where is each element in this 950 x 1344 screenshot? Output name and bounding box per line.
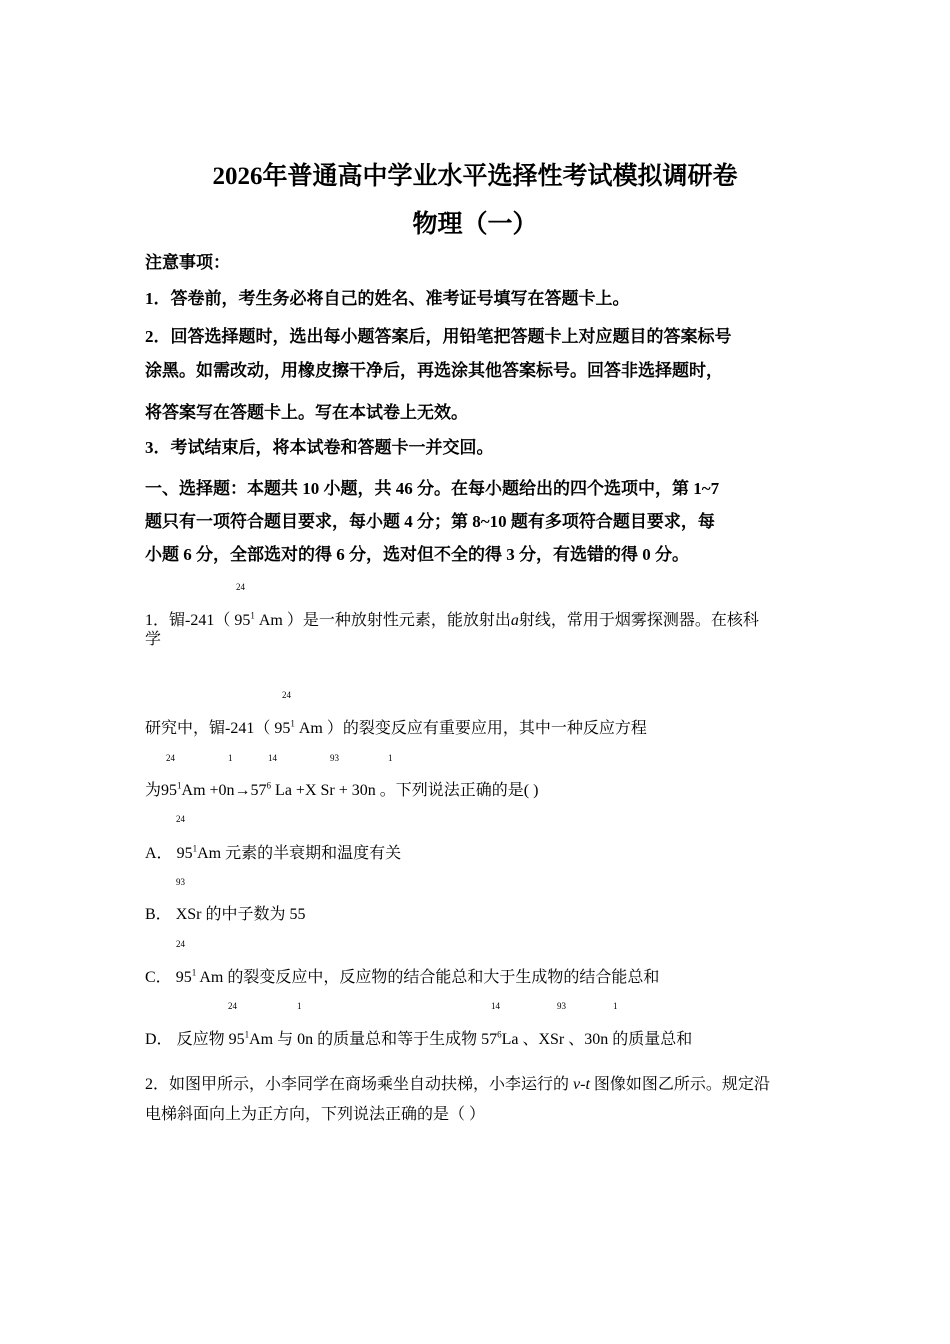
am-mass-number-2: 24 <box>282 690 291 700</box>
am-sup-small-2: 1 <box>290 718 295 729</box>
optC-am-z: 95 <box>175 969 192 986</box>
note-item-2-line-3: 将答案写在答题卡上。写在本试卷上无效。 <box>145 403 468 422</box>
exam-title: 2026年普通高中学业水平选择性考试模拟调研卷 <box>212 163 738 190</box>
eq-plus-3n: + 30n <box>338 782 376 799</box>
optB-sr-mass: 93 <box>176 877 185 887</box>
am-sup-small: 1 <box>250 610 255 621</box>
optD-am-sup: 1 <box>244 1029 250 1040</box>
q1-line-1-pre: 1．镅-241（ <box>145 612 231 629</box>
q2-line-1-post: 图像如图乙所示。规定沿 <box>593 1076 770 1093</box>
option-d-label: D． <box>145 1031 173 1048</box>
am-atomic-number-2: 95 <box>274 720 291 737</box>
eq-sr-symbol: Sr <box>320 782 335 799</box>
option-a <box>145 840 401 863</box>
eq-am-z: 95 <box>161 782 178 799</box>
q1-line-1-wrap: 学 <box>145 631 162 648</box>
eq-tail: 。下列说法正确的是( ) <box>379 782 539 799</box>
option-b-text: XSr 的中子数为 55 <box>175 906 306 923</box>
optA-am-sup: 1 <box>192 843 198 854</box>
note-item-2-line-2: 涂黑。如需改动，用橡皮擦干净后，再选涂其他答案标号。回答非选择题时， <box>145 361 723 380</box>
q2-line-2: 电梯斜面向上为正方向，下列说法正确的是（ ） <box>145 1106 486 1123</box>
option-b-label: B． <box>145 906 172 923</box>
q2-line-1 <box>145 1071 770 1094</box>
q1-line-2-pre: 研究中，镅-241（ <box>145 720 271 737</box>
am-mass-number: 24 <box>236 582 245 592</box>
option-d-mid2: La 、XSr 、30n 的质量总和 <box>501 1031 693 1048</box>
am-symbol: Am <box>258 612 283 629</box>
eq-prefix: 为 <box>145 782 162 799</box>
eq-sr-mass: 93 <box>330 753 339 763</box>
option-d-mid1: Am 与 0n 的质量总和等于生成物 57 <box>249 1031 498 1048</box>
q1-line-1-mid: ）是一种放射性元素，能放射出 <box>286 612 511 629</box>
vt-symbol: v-t <box>573 1076 590 1093</box>
note-item-3: 3．考试结束后，将本试卷和答题卡一并交回。 <box>145 438 494 457</box>
alpha-symbol: a <box>510 612 519 629</box>
q1-equation <box>145 777 538 800</box>
exam-subtitle: 物理（一） <box>412 211 538 238</box>
eq-arrow: → <box>234 782 251 799</box>
option-a-text: Am 元素的半衰期和温度有关 <box>197 845 402 862</box>
q1-line-2-post: ）的裂变反应有重要应用，其中一种反应方程 <box>326 720 647 737</box>
eq-3n-mass: 1 <box>388 753 393 763</box>
option-c-label: C． <box>145 969 172 986</box>
notes-heading: 注意事项： <box>145 253 230 272</box>
optD-am-mass: 24 <box>228 1001 237 1011</box>
q1-line-2 <box>145 715 647 738</box>
section1-line-3: 小题 6 分，全部选对的得 6 分，选对但不全的得 3 分，有选错的得 0 分。 <box>145 545 689 564</box>
eq-la-z: 57 <box>250 782 267 799</box>
am-atomic-number: 95 <box>234 612 251 629</box>
note-item-1: 1．答卷前，考生务必将自己的姓名、准考证号填写在答题卡上。 <box>145 289 630 308</box>
optA-am-z: 95 <box>176 845 193 862</box>
option-d-pre: 反应物 95 <box>176 1031 245 1048</box>
optD-sr-mass: 93 <box>557 1001 566 1011</box>
section1-line-1: 一、选择题：本题共 10 小题，共 46 分。在每小题给出的四个选项中，第 1~7 <box>145 479 720 498</box>
section1-line-2: 题只有一项符合题目要求，每小题 4 分；第 8~10 题有多项符合题目要求，每 <box>145 512 715 531</box>
eq-am-mass: 24 <box>166 753 175 763</box>
option-b <box>145 901 305 924</box>
eq-la-symbol: La <box>275 782 292 799</box>
optD-3n-mass: 1 <box>613 1001 618 1011</box>
eq-la-sup: 6 <box>266 780 272 791</box>
q1-line-1 <box>145 607 759 630</box>
note-item-2-line-1: 2．回答选择题时，选出每小题答案后，用铅笔把答题卡上对应题目的答案标号 <box>145 327 732 346</box>
optC-am-sup: 1 <box>191 967 197 978</box>
eq-am-sup: 1 <box>177 780 182 791</box>
am-symbol-2: Am <box>298 720 323 737</box>
optD-la-mass: 14 <box>491 1001 500 1011</box>
eq-n-mass: 1 <box>228 753 233 763</box>
optD-la-sup: 6 <box>497 1029 502 1040</box>
option-c-text: Am 的裂变反应中，反应物的结合能总和大于生成物的结合能总和 <box>199 969 660 986</box>
option-a-label: A． <box>145 845 173 862</box>
optA-am-mass: 24 <box>176 814 185 824</box>
q1-line-1-post: 射线，常用于烟雾探测器。在核科 <box>518 612 759 629</box>
eq-am-symbol: Am <box>181 782 206 799</box>
q2-line-1-pre: 2．如图甲所示，小李同学在商场乘坐自动扶梯，小李运行的 <box>145 1076 570 1093</box>
option-c <box>145 964 659 987</box>
eq-neutron: +0n <box>209 782 235 799</box>
eq-la-mass: 14 <box>268 753 277 763</box>
optD-n-mass: 1 <box>297 1001 302 1011</box>
eq-plus-x: +X <box>295 782 317 799</box>
option-d <box>145 1026 692 1049</box>
optC-am-mass: 24 <box>176 939 185 949</box>
